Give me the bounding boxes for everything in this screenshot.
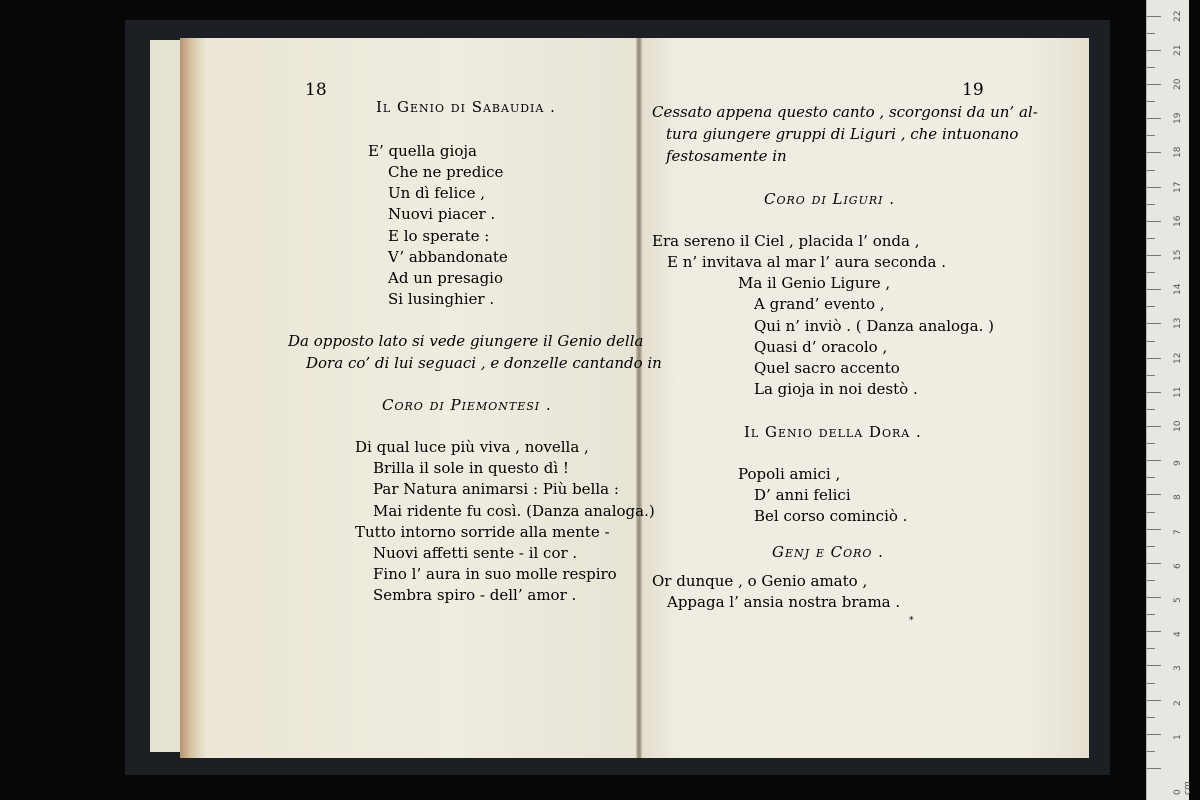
ruler-tick [1147,135,1155,136]
verse-line: Quasi d’ oracolo , [754,338,888,356]
ruler-tick [1147,272,1155,273]
verse-line: La gioja in noi destò . [754,380,918,398]
verse-line: Fino l’ aura in suo molle respiro [373,565,617,583]
verse-line: Nuovi affetti sente - il cor . [373,544,578,562]
ruler-tick [1147,33,1155,34]
ruler-number: 8 [1173,494,1183,501]
ruler-tick [1147,597,1161,598]
ruler-tick [1147,152,1161,153]
ruler-tick [1147,717,1155,718]
ruler-tick [1147,50,1161,51]
verse-line: Mai ridente fu così. (Danza analoga.) [373,502,655,520]
ruler-number: 14 [1173,283,1183,296]
ruler-tick [1147,84,1161,85]
ruler-tick [1147,580,1155,581]
ruler-number: 2 [1173,699,1183,706]
ruler-number: 9 [1173,460,1183,467]
chorus-heading-piemontesi: Coro di Piemontesi . [382,396,552,414]
ruler-tick [1147,494,1161,495]
ruler-number: 5 [1173,597,1183,603]
ruler-tick [1147,255,1161,256]
ruler-tick [1147,426,1161,427]
ruler-tick [1147,306,1155,307]
ruler-tick [1147,477,1155,478]
verse-line: Tutto intorno sorride alla mente - [355,523,610,541]
page-number-left: 18 [305,80,327,100]
ruler-tick [1147,358,1161,359]
stage-direction: tura giungere gruppi di Liguri , che intuonano [666,125,1019,143]
stage-direction: festosamente in [666,147,787,165]
ruler-tick [1147,409,1155,410]
ruler-tick [1147,546,1155,547]
ruler-tick [1147,768,1161,769]
ruler-number: 3 [1173,665,1183,672]
ruler-tick [1147,443,1155,444]
ruler-tick [1147,700,1161,701]
ruler-tick [1147,341,1155,342]
ruler-tick [1147,289,1161,290]
ruler-number: 11 [1173,386,1183,398]
page-number-right: 19 [962,80,984,100]
verse-line: E n’ invitava al mar l’ aura seconda . [667,253,946,271]
verse-line: Qui n’ inviò . ( Danza analoga. ) [754,317,994,335]
ruler-number: 17 [1173,181,1183,193]
ruler-unit-label: 0 cm [1173,781,1193,795]
verse-line: Appaga l’ ansia nostra brama . [667,593,901,611]
verse-line: Di qual luce più viva , novella , [355,438,589,456]
ruler-number: 1 [1173,734,1183,740]
ruler-tick [1147,512,1155,513]
heading-genj-coro: Genj e Coro . [772,543,884,561]
verse-line: Un dì felice , [388,184,486,202]
verse-line: Bel corso cominciò . [754,507,908,525]
ruler-number: 16 [1173,215,1183,227]
ruler-number: 7 [1173,528,1183,535]
verse-line: Era sereno il Ciel , placida l’ onda , [652,232,920,250]
stage-direction: Cessato appena questo canto , scorgonsi da un’ al- [652,103,1038,121]
ruler-number: 6 [1173,563,1183,569]
verse-line: D’ anni felici [754,486,851,504]
page-right [641,38,1089,758]
ruler-tick [1147,67,1155,68]
measuring-ruler [1146,0,1193,800]
ruler-tick [1147,751,1155,752]
stage-direction: Dora co’ di lui seguaci , e donzelle cantando in [306,354,662,372]
ruler-tick [1147,187,1161,188]
verse-line: A grand’ evento , [754,295,885,313]
ruler-tick [1147,665,1161,666]
ruler-number: 19 [1173,112,1183,125]
ruler-tick [1147,614,1155,615]
ruler-tick [1147,118,1161,119]
ruler-tick [1147,221,1161,222]
stage-direction: Da opposto lato si vede giungere il Genio della [288,332,644,350]
ruler-tick [1147,563,1161,564]
ruler-number: 4 [1173,631,1183,638]
ruler-tick [1147,170,1155,171]
verse-line: Nuovi piacer . [388,205,496,223]
verse-line: Che ne predice [388,163,504,181]
ruler-number: 13 [1173,317,1183,330]
ruler-tick [1147,16,1161,17]
ruler-number: 15 [1173,249,1183,261]
ruler-number: 21 [1173,44,1183,56]
verse-line: Sembra spiro - dell’ amor . [373,586,577,604]
verse-line: Ad un presagio [388,269,504,287]
ruler-number: 12 [1173,352,1183,364]
ruler-tick [1147,238,1155,239]
verse-line: Quel sacro accento [754,359,900,377]
ruler-tick [1147,683,1155,684]
chorus-heading-liguri: Coro di Liguri . [764,190,896,208]
ruler-number: 22 [1173,10,1183,22]
ruler-tick [1147,648,1155,649]
verse-line: Si lusinghier . [388,290,495,308]
ruler-tick [1147,529,1161,530]
verse-line: Ma il Genio Ligure , [738,274,891,292]
verse-line: V’ abbandonate [388,248,508,266]
verse-line: E’ quella gioja [368,142,477,160]
book-gutter [636,38,642,758]
ruler-tick [1147,734,1161,735]
verse-line: Par Natura animarsi : Più bella : [373,480,619,498]
verse-line: Popoli amici , [738,465,841,483]
heading-genio-dora: Il Genio della Dora . [744,423,922,441]
ruler-number: 18 [1173,146,1183,159]
ruler-tick [1147,631,1161,632]
ruler-tick [1147,204,1155,205]
ruler-tick [1147,323,1161,324]
verse-line: E lo sperate : [388,227,490,245]
ruler-tick [1147,101,1155,102]
ruler-tick [1147,460,1161,461]
verse-line: Or dunque , o Genio amato , [652,572,868,590]
ruler-tick [1147,392,1161,393]
ruler-number: 20 [1173,78,1183,90]
verse-line: Brilla il sole in questo dì ! [373,459,569,477]
signature-mark: * [909,616,914,626]
heading-genio-sabaudia: Il Genio di Sabaudia . [376,98,556,116]
ruler-tick [1147,375,1155,376]
ruler-number: 10 [1173,420,1183,432]
